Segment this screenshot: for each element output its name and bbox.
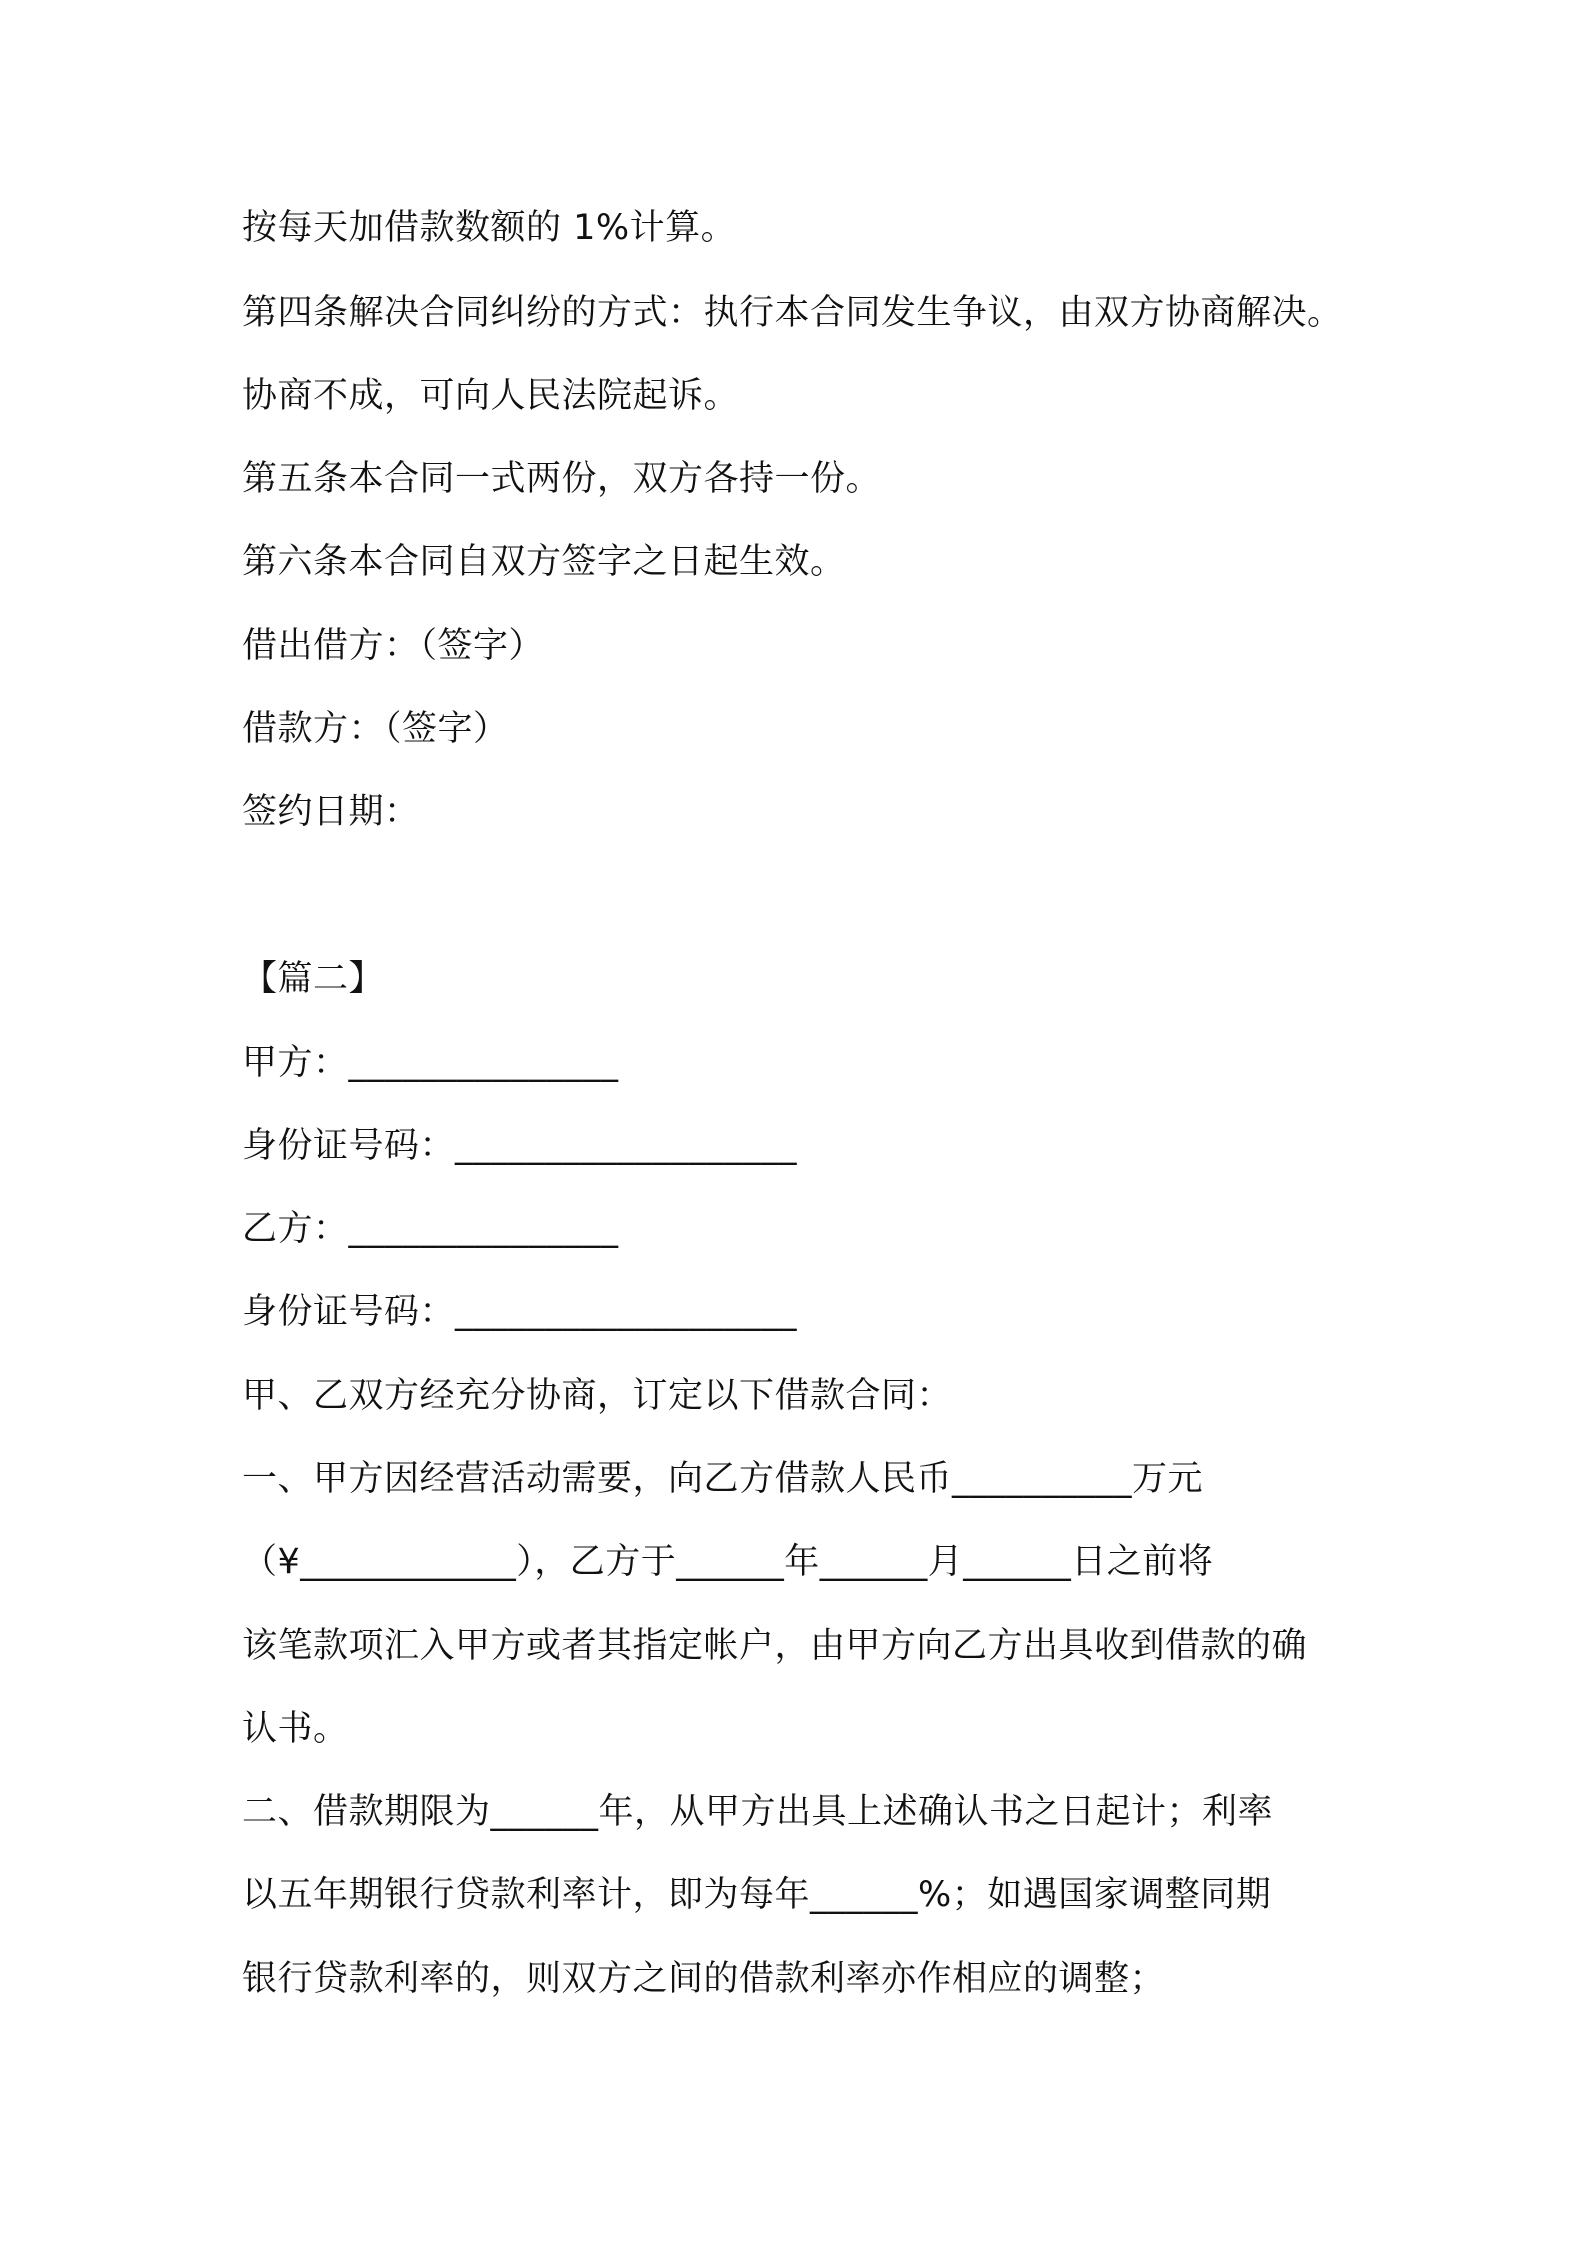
clause-five-line: 第五条本合同一式两份，双方各持一份。 [242,459,882,499]
clause-two-line: 银行贷款利率的，则双方之间的借款利率亦作相应的调整； [242,1959,1166,1999]
clause-six-line: 第六条本合同自双方签字之日起生效。 [242,542,846,582]
clause-one-line: （¥____________），乙方于______年______月______日之前将 [242,1542,1214,1582]
party-b-line: 乙方：_______________ [242,1209,619,1249]
signing-date-line: 签约日期： [242,792,420,832]
clause-one-line: 该笔款项汇入甲方或者其指定帐户，由甲方向乙方出具收到借款的确 [242,1626,1308,1666]
preamble-line: 甲、乙双方经充分协商，订定以下借款合同： [242,1376,953,1416]
section-heading: 【篇二】 [242,959,385,999]
borrower-signature-line: 借款方：（签字） [242,709,509,749]
party-b-id-line: 身份证号码：___________________ [242,1292,798,1332]
clause-line: 协商不成，可向人民法院起诉。 [242,376,740,416]
party-a-id-line: 身份证号码：___________________ [242,1126,798,1166]
party-a-line: 甲方：_______________ [242,1043,619,1083]
clause-four-line: 第四条解决合同纠纷的方式：执行本合同发生争议，由双方协商解决。 [242,293,1343,333]
clause-one-line: 一、甲方因经营活动需要，向乙方借款人民币__________万元 [242,1459,1204,1499]
lender-signature-line: 借出借方：（签字） [242,626,545,666]
clause-two-line: 二、借款期限为______年，从甲方出具上述确认书之日起计；利率 [242,1792,1274,1832]
clause-two-line: 以五年期银行贷款利率计，即为每年______%；如遇国家调整同期 [242,1875,1272,1915]
clause-line: 按每天加借款数额的 1%计算。 [242,208,737,248]
clause-one-line: 认书。 [242,1709,349,1749]
